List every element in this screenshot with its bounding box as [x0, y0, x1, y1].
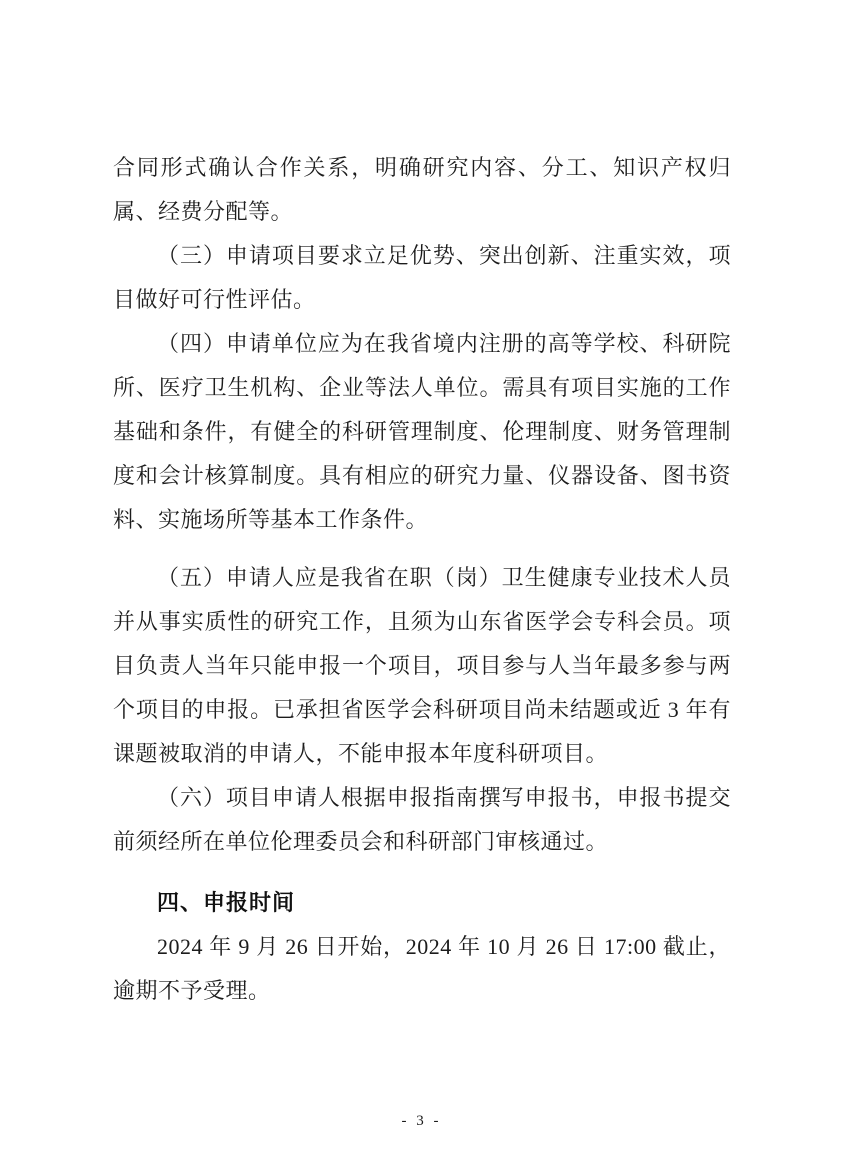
section-heading-application-time: 四、申报时间: [157, 890, 296, 915]
body-paragraph-item-5: （五）申请人应是我省在职（岗）卫生健康专业技术人员并从事实质性的研究工作，且须为山东省医学会专科会员。项目负责人当年只能申报一个项目，项目参与人当年最多参与两个项目的申报。已承担省医学会科研项目尚未结题或近 3 年有课题被取消的申请人，不能申报本年度科研项目。: [113, 565, 731, 766]
body-paragraph-item-3: （三）申请项目要求立足优势、突出创新、注重实效，项目做好可行性评估。: [113, 243, 731, 312]
page-footer: [0, 1112, 843, 1130]
page-number: - 3 -: [401, 1113, 442, 1129]
body-paragraph-item-6: （六）项目申请人根据申报指南撰写申报书，申报书提交前须经所在单位伦理委员会和科研部门审核通过。: [113, 785, 731, 854]
body-paragraph-deadline: 2024 年 9 月 26 日开始，2024 年 10 月 26 日 17:00 截止，逾期不予受理。: [113, 934, 731, 1003]
document-body: [113, 146, 731, 1013]
body-paragraph-continuation: 合同形式确认合作关系，明确研究内容、分工、知识产权归属、经费分配等。: [113, 155, 731, 224]
body-paragraph-item-4: （四）申请单位应为在我省境内注册的高等学校、科研院所、医疗卫生机构、企业等法人单位。需具有项目实施的工作基础和条件，有健全的科研管理制度、伦理制度、财务管理制度和会计核算制度。具有相应的研究力量、仪器设备、图书资料、实施场所等基本工作条件。: [113, 331, 731, 532]
